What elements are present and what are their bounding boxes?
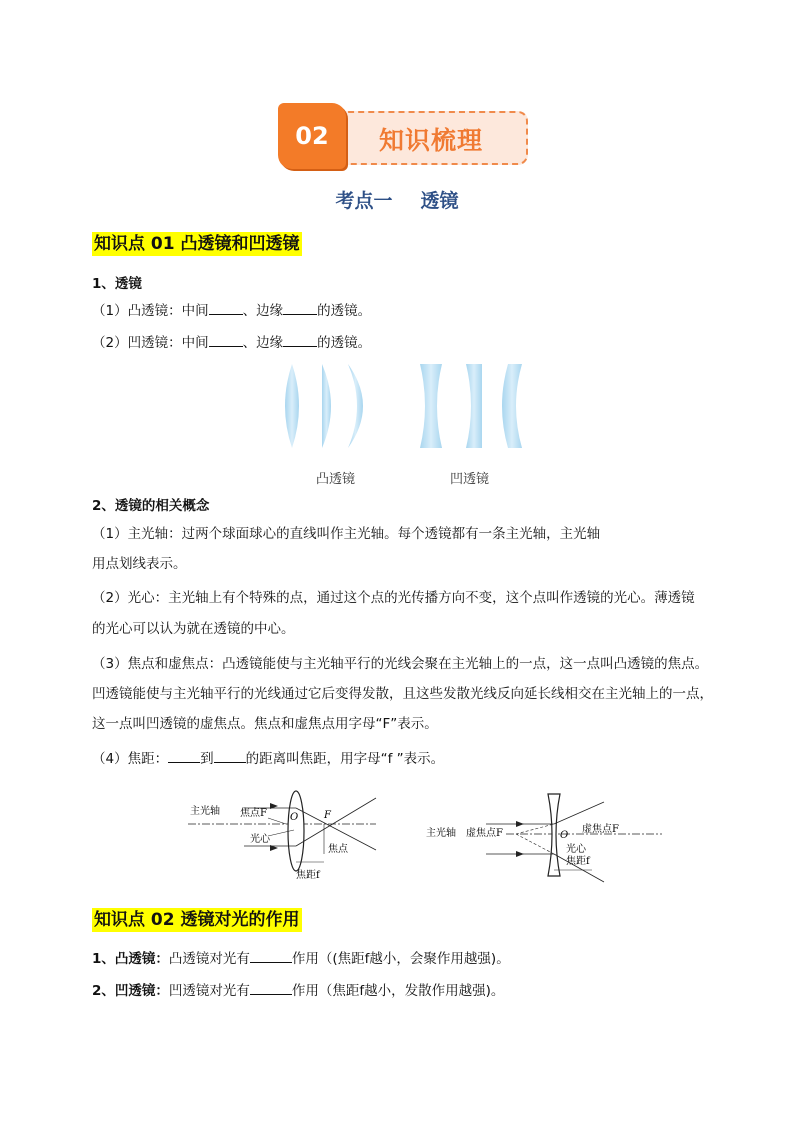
blank bbox=[209, 300, 243, 315]
label: 1、凸透镜： bbox=[92, 951, 169, 967]
subheading-concepts: 2、透镜的相关概念 bbox=[92, 498, 210, 514]
blank bbox=[250, 948, 292, 963]
concave-lens-planoconcave bbox=[466, 364, 482, 448]
lens-shapes-figure bbox=[270, 356, 540, 456]
label-center: 光心 bbox=[566, 844, 586, 855]
ray-top-out bbox=[554, 802, 604, 824]
arrow bbox=[516, 851, 524, 857]
para-focal-length bbox=[92, 748, 444, 769]
badge-title: 知识梳理 bbox=[378, 126, 483, 155]
label-virtual-focus-right: 虚焦点F bbox=[582, 824, 619, 835]
label-f: F bbox=[324, 810, 331, 821]
convex-lens-diagram bbox=[188, 784, 378, 884]
focus-leader bbox=[268, 818, 286, 824]
kaodian-topic: 透镜 bbox=[420, 190, 459, 212]
caption-concave: 凹透镜 bbox=[450, 472, 490, 487]
kaodian-heading bbox=[0, 186, 794, 213]
label-center: 光心 bbox=[250, 834, 270, 845]
label-o: O bbox=[560, 830, 569, 841]
text: 的距离叫焦距，用字母“f ”表示。 bbox=[245, 751, 445, 767]
kaodian-label: 考点一 bbox=[335, 190, 393, 212]
text: 的透镜。 bbox=[317, 335, 372, 351]
text: （4）焦距： bbox=[92, 751, 169, 767]
label-o: O bbox=[290, 812, 299, 823]
subheading-lens: 1、透镜 bbox=[92, 276, 142, 292]
label-focal-length: 焦距f bbox=[296, 870, 320, 881]
line-concave-effect bbox=[92, 980, 504, 1001]
line-concave-def bbox=[92, 332, 371, 353]
caption-convex: 凸透镜 bbox=[316, 472, 356, 487]
label-focus: 焦点F bbox=[240, 808, 267, 819]
para-center-2: 的光心可以认为就在透镜的中心。 bbox=[92, 621, 295, 637]
text: 到 bbox=[200, 751, 214, 767]
blank bbox=[283, 300, 317, 315]
ray-bottom-back bbox=[516, 834, 554, 854]
line-convex-def bbox=[92, 300, 371, 321]
para-focus-2: 凹透镜能使与主光轴平行的光线通过它后变得发散，且这些发散光线反向延长线相交在主光轴上的一点， bbox=[92, 686, 713, 702]
text: 凹透镜对光有 bbox=[168, 983, 250, 999]
section-title-1: 知识点 01 凸透镜和凹透镜 bbox=[94, 234, 300, 254]
text: （1）凸透镜：中间 bbox=[92, 303, 209, 319]
concave-lens-meniscus bbox=[502, 364, 522, 448]
label: 2、凹透镜： bbox=[92, 983, 169, 999]
label-axis: 主光轴 bbox=[190, 806, 220, 817]
blank bbox=[209, 332, 243, 347]
blank bbox=[214, 748, 246, 763]
section-badge bbox=[278, 103, 536, 169]
text: 、边缘 bbox=[242, 335, 284, 351]
text: 凸透镜对光有 bbox=[168, 951, 250, 967]
convex-lens-meniscus bbox=[348, 364, 363, 448]
concave-lens-diagram bbox=[424, 790, 664, 890]
para-focus-3: 这一点叫凹透镜的虚焦点。焦点和虚焦点用字母“F”表示。 bbox=[92, 716, 438, 732]
text: （2）凹透镜：中间 bbox=[92, 335, 209, 351]
convex-lens-biconvex bbox=[285, 364, 299, 448]
text: 作用（(焦距f越小，会聚作用越强)。 bbox=[291, 951, 510, 967]
para-focus-1: （3）焦点和虚焦点：凸透镜能使与主光轴平行的光线会聚在主光轴上的一点，这一点叫凸透镜的焦点。 bbox=[92, 656, 709, 672]
text: 的透镜。 bbox=[317, 303, 372, 319]
line-convex-effect bbox=[92, 948, 510, 969]
blank bbox=[250, 980, 292, 995]
badge-number: 02 bbox=[278, 103, 346, 169]
ray-bottom-out bbox=[296, 798, 376, 846]
concave-lens-biconcave bbox=[420, 364, 442, 448]
section-title-2: 知识点 02 透镜对光的作用 bbox=[94, 910, 300, 930]
label-virtual-focus-left: 虚焦点F bbox=[466, 828, 503, 839]
text: 作用（焦距f越小，发散作用越强)。 bbox=[291, 983, 505, 999]
blank bbox=[283, 332, 317, 347]
text: 、边缘 bbox=[242, 303, 284, 319]
ray-top-back bbox=[516, 824, 554, 834]
concave-lens bbox=[548, 794, 560, 876]
blank bbox=[168, 748, 200, 763]
arrow bbox=[516, 821, 524, 827]
label-focal-length: 焦距f bbox=[566, 856, 590, 867]
para-center-1: （2）光心：主光轴上有个特殊的点，通过这个点的光传播方向不变，这个点叫作透镜的光心。薄透镜 bbox=[92, 590, 695, 606]
para-axis-2: 用点划线表示。 bbox=[92, 556, 187, 572]
para-axis-1: （1）主光轴：过两个球面球心的直线叫作主光轴。每个透镜都有一条主光轴，主光轴 bbox=[92, 526, 601, 542]
label-focal-point: 焦点 bbox=[328, 844, 348, 855]
label-axis: 主光轴 bbox=[426, 828, 456, 839]
convex-lens-planoconvex bbox=[322, 364, 331, 448]
